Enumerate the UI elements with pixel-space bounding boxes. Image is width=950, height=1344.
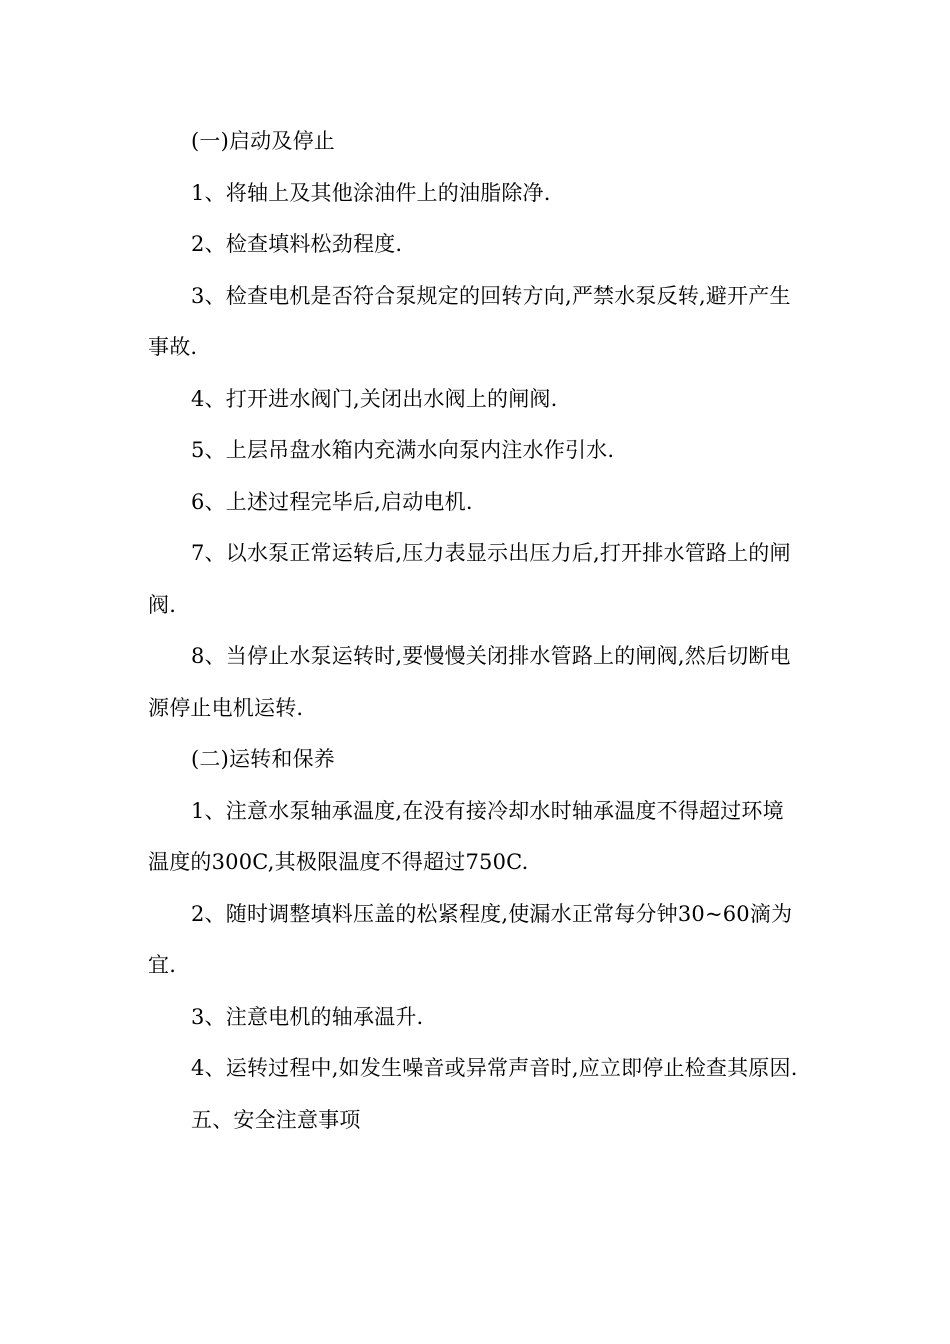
paragraph-step-3: 3、检查电机是否符合泵规定的回转方向,严禁水泵反转,避开产生事故. — [148, 283, 791, 359]
paragraph-step-8: 8、当停止水泵运转时,要慢慢关闭排水管路上的闸阀,然后切断电源停止电机运转. — [148, 644, 791, 720]
paragraph-step-5: 5、上层吊盘水箱内充满水向泵内注水作引水. — [191, 438, 615, 462]
paragraph-step-4: 4、打开进水阀门,关闭出水阀上的闸阀. — [191, 386, 558, 411]
paragraph-step-6: 6、上述过程完毕后,启动电机. — [191, 489, 473, 514]
paragraph-step-7: 7、以水泵正常运转后,压力表显示出压力后,打开排水管路上的闸阀. — [148, 541, 791, 617]
paragraph-maintenance-4: 4、运转过程中,如发生噪音或异常声音时,应立即停止检查其原因. — [191, 1056, 798, 1080]
paragraph-step-2: 2、检查填料松劲程度. — [191, 232, 403, 256]
paragraph-step-1: 1、将轴上及其他涂油件上的油脂除净. — [191, 180, 551, 205]
section-heading-safety: 五、安全注意事项 — [191, 1107, 361, 1132]
document-body — [148, 116, 800, 1146]
paragraph-maintenance-2: 2、随时调整填料压盖的松紧程度,使漏水正常每分钟30~60滴为宜. — [148, 901, 793, 977]
section-heading-operation: (二)运转和保养 — [191, 747, 335, 771]
paragraph-maintenance-3: 3、注意电机的轴承温升. — [191, 1004, 424, 1029]
paragraph-maintenance-1: 1、注意水泵轴承温度,在没有接冷却水时轴承温度不得超过环境温度的300C,其极限温度不得超过750C. — [148, 798, 784, 874]
section-heading-startup: (一)启动及停止 — [191, 129, 335, 153]
